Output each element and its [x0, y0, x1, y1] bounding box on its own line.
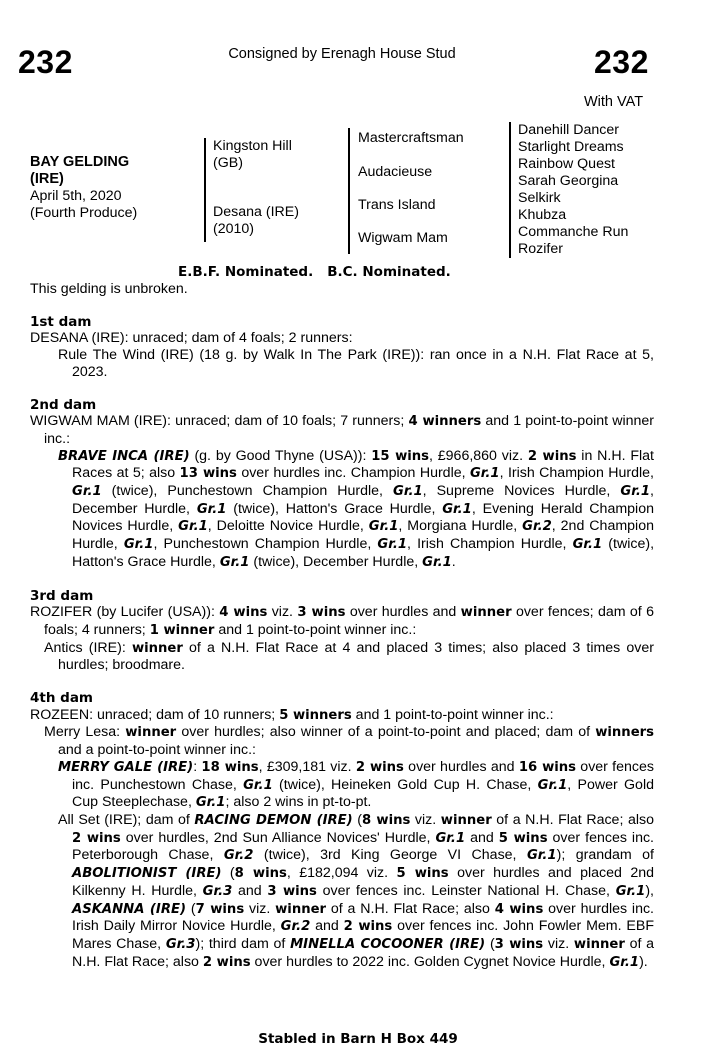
foaling-date: April 5th, 2020 — [30, 188, 122, 204]
lot-number-left: 232 — [18, 44, 73, 80]
pedigree-bracket-2 — [348, 128, 350, 254]
sire-country: (GB) — [213, 155, 243, 171]
pedigree-gen2-3: Trans Island — [358, 197, 436, 213]
nominations — [178, 264, 465, 280]
third-dam-produce-antics: Antics (IRE): winner of a N.H. Flat Race at 4 and placed 3 times; also placed 3 times over hurdles; broodmare. — [44, 639, 655, 674]
fourth-dam-merry-gale: MERRY GALE (IRE): 18 wins, £309,181 viz. 2 wins over hurdles and 16 wins over fences inc. Punchestown Chase, Gr.1 (twice), Heineken Gold Cup H. Chase, Gr.1, Power Gold Cup Steeplechase, Gr.1; also 2 wins in pt-to-pt. — [58, 758, 654, 811]
first-dam-heading: 1st dam — [30, 313, 92, 330]
produce-note: (Fourth Produce) — [30, 205, 138, 221]
pedigree-gen3-6: Khubza — [518, 207, 567, 223]
sire-name: Kingston Hill — [213, 138, 292, 154]
pedigree-bracket-1 — [204, 138, 206, 242]
pedigree-gen3-7: Commanche Run — [518, 224, 629, 240]
second-dam-produce-brave-inca: BRAVE INCA (IRE) (g. by Good Thyne (USA)): 15 wins, £966,860 viz. 2 wins in N.H. Flat Races at 5; also 13 wins over hurdles inc. Champion Hurdle, Gr.1, Irish Champion Hurdle, Gr.1 (twice), Punchestown Champion Hurdle, Gr.1, Supreme Novices Hurdle, Gr.1, December Hurdle, Gr.1 (twice), Hatton's Grace Hurdle, Gr.1, Evening Herald Champion Novices Hurdle, Gr.1, Deloitte Novice Hurdle, Gr.1, Morgiana Hurdle, Gr.2, 2nd Champion Hurdle, Gr.1, Punchestown Champion Hurdle, Gr.1, Irish Champion Hurdle, Gr.1 (twice), Hatton's Grace Hurdle, Gr.1 (twice), December Hurdle, Gr.1. — [58, 447, 655, 570]
first-dam-produce: Rule The Wind (IRE) (18 g. by Walk In The Park (IRE)): ran once in a N.H. Flat Race at 5, 2023. — [58, 347, 654, 380]
third-dam-heading: 3rd dam — [30, 587, 94, 604]
second-dam-heading: 2nd dam — [30, 396, 97, 413]
horse-name-line2: (IRE) — [30, 171, 64, 187]
fourth-dam-text: ROZEEN: unraced; dam of 10 runners; 5 winners and 1 point-to-point winner inc.: — [30, 706, 554, 723]
third-dam-text: ROZIFER (by Lucifer (USA)): 4 wins viz. 3 wins over hurdles and winner over fences; dam of 6 foals; 4 runners; 1 winner and 1 point-to-point winner inc.: — [30, 604, 654, 638]
pedigree-gen3-4: Sarah Georgina — [518, 173, 619, 189]
first-dam-text: DESANA (IRE): unraced; dam of 4 foals; 2 runners: — [30, 330, 353, 347]
fourth-dam-heading: 4th dam — [30, 690, 93, 707]
second-dam-text: WIGWAM MAM (IRE): unraced; dam of 10 foals; 7 runners; 4 winners and 1 point-to-point winner inc.: — [30, 413, 655, 447]
bc-nominated: B.C. Nominated. — [327, 264, 451, 280]
consignor: Consigned by Erenagh House Stud — [228, 46, 456, 62]
fourth-dam-produce-merry-lesa: Merry Lesa: winner over hurdles; also winner of a point-to-point and placed; dam of winners and a point-to-point winner inc.: — [44, 724, 654, 759]
pedigree-gen2-4: Wigwam Mam — [358, 230, 448, 246]
pedigree-gen3-5: Selkirk — [518, 190, 561, 206]
pedigree-gen3-2: Starlight Dreams — [518, 139, 624, 155]
catalogue-body — [30, 281, 654, 971]
pedigree-gen2-2: Audacieuse — [358, 164, 433, 180]
dam-name: Desana (IRE) — [213, 204, 299, 220]
lot-number-right: 232 — [594, 44, 649, 80]
pedigree-sire — [213, 138, 292, 172]
horse-name-line1: BAY GELDING — [30, 154, 130, 170]
pedigree-gen3-8: Rozifer — [518, 241, 563, 257]
vat-note: With VAT — [584, 94, 644, 110]
pedigree-gen3-3: Rainbow Quest — [518, 156, 615, 172]
pedigree-bracket-3 — [509, 122, 511, 258]
pedigree-gen3 — [518, 122, 628, 258]
ebf-nominated: E.B.F. Nominated. — [178, 264, 314, 280]
horse-description — [30, 154, 137, 222]
fourth-dam-all-set: All Set (IRE); dam of RACING DEMON (IRE) (8 wins viz. winner of a N.H. Flat Race; also 2 wins over hurdles, 2nd Sun Alliance Novices' Hurdle, Gr.1 and 5 wins over fences inc. Peterborough Chase, Gr.2 (twice), 3rd King George VI Chase, Gr.1); grandam of ABOLITIONIST (IRE) (8 wins, £182,094 viz. 5 wins over hurdles and placed 2nd Kilkenny H. Hurdle, Gr.3 and 3 wins over fences inc. Leinster National H. Chase, Gr.1), ASKANNA (IRE) (7 wins viz. winner of a N.H. Flat Race; also 4 wins over hurdles inc. Irish Daily Mirror Novice Hurdle, Gr.2 and 2 wins over fences inc. John Fowler Mem. EBF Mares Chase, Gr.3); third dam of MINELLA COCOONER (IRE) (3 wins viz. winner of a N.H. Flat Race; also 2 wins over hurdles to 2022 inc. Golden Cygnet Novice Hurdle, Gr.1). — [58, 811, 655, 970]
dam-year: (2010) — [213, 221, 255, 237]
pedigree-gen3-1: Danehill Dancer — [518, 122, 619, 138]
pedigree-dam — [213, 204, 299, 238]
pedigree-gen2-1: Mastercraftsman — [358, 130, 464, 146]
unbroken-note: This gelding is unbroken. — [30, 281, 188, 297]
stabling-footer: Stabled in Barn H Box 449 — [258, 1031, 458, 1047]
